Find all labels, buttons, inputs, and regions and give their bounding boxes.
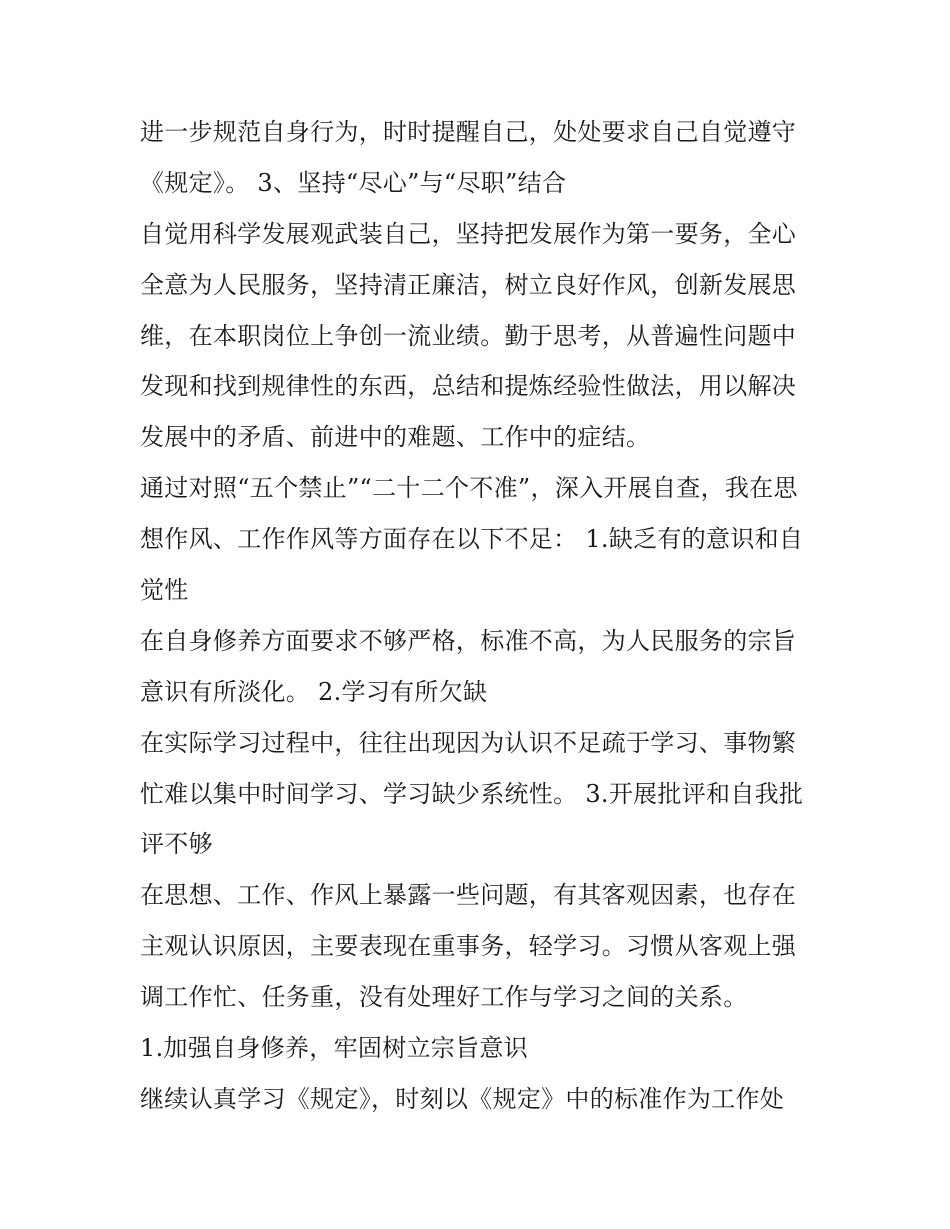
text-line: 发现和找到规律性的东西，总结和提炼经验性做法，用以解决 xyxy=(140,372,797,401)
text-line: 主观认识原因，主要表现在重事务，轻学习。习惯从客观上强 xyxy=(140,932,797,961)
text-line: 发展中的矛盾、前进中的难题、工作中的症结。 xyxy=(140,423,651,452)
text-line: 忙难以集中时间学习、学习缺少系统性。 3.开展批评和自我批 xyxy=(140,779,804,808)
text-line: 在实际学习过程中，往往出现因为认识不足疏于学习、事物繁 xyxy=(140,728,797,757)
text-line: 通过对照“五个禁止”“二十二个不准”，深入开展自查，我在思 xyxy=(140,474,798,503)
text-line: 调工作忙、任务重，没有处理好工作与学习之间的关系。 xyxy=(140,983,748,1012)
section-heading: 1.加强自身修养，牢固树立宗旨意识 xyxy=(140,1034,528,1063)
text-line: 继续认真学习《规定》，时刻以《规定》中的标准作为工作处 xyxy=(140,1084,785,1113)
text-line: 维，在本职岗位上争创一流业绩。勤于思考，从普遍性问题中 xyxy=(140,321,797,350)
text-line: 进一步规范自身行为，时时提醒自己，处处要求自己自觉遵守 xyxy=(140,118,797,146)
text-line: 评不够 xyxy=(140,830,213,859)
text-line: 在自身修养方面要求不够严格，标准不高，为人民服务的宗旨 xyxy=(140,626,797,655)
text-line: 意识有所淡化。 2.学习有所欠缺 xyxy=(140,677,488,706)
text-line: 想作风、工作作风等方面存在以下不足： 1.缺乏有的意识和自 xyxy=(140,525,804,554)
text-line: 《规定》。 3、坚持“尽心”与“尽职”结合 xyxy=(140,168,567,197)
text-line: 觉性 xyxy=(140,576,189,605)
text-line: 自觉用科学发展观武装自己，坚持把发展作为第一要务，全心 xyxy=(140,219,797,248)
text-line: 全意为人民服务，坚持清正廉洁，树立良好作风，创新发展思 xyxy=(140,270,797,299)
document-body xyxy=(140,107,820,1125)
text-line: 在思想、工作、作风上暴露一些问题，有其客观因素，也存在 xyxy=(140,881,797,910)
